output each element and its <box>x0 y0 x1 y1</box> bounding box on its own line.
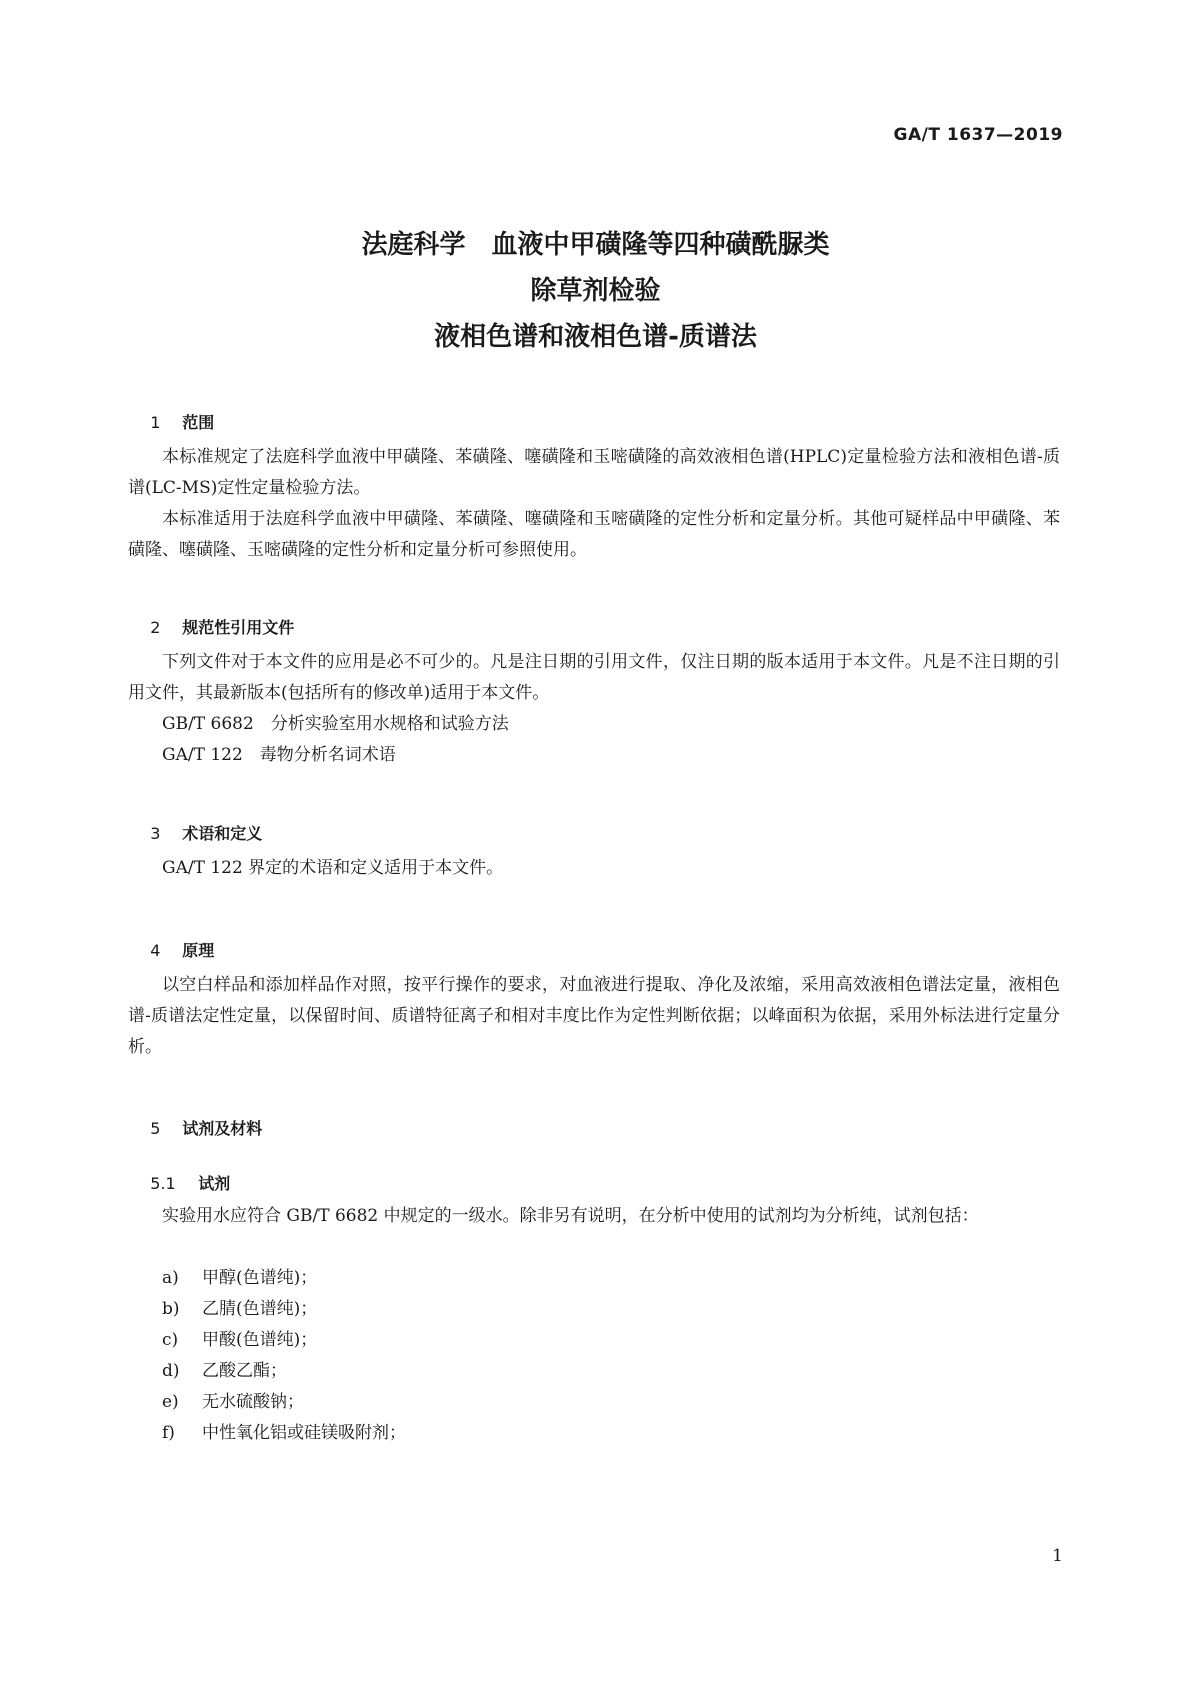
reagent-list <box>162 1263 406 1449</box>
section-title: 试剂及材料 <box>182 1119 263 1138</box>
normative-reference <box>162 740 396 771</box>
section-2-paragraph-1: 下列文件对于本文件的应用是必不可少的。凡是注日期的引用文件，仅注日期的版本适用于本文件。凡是不注日期的引用文件，其最新版本(包括所有的修改单)适用于本文件。 <box>128 652 1060 703</box>
section-3-paragraph-1: GA/T 122 界定的术语和定义适用于本文件。 <box>162 858 504 878</box>
reference-title: 分析实验室用水规格和试验方法 <box>270 714 509 734</box>
section-title: 原理 <box>182 941 215 960</box>
list-text: 中性氧化铝或硅镁吸附剂； <box>202 1423 406 1443</box>
section-1-paragraph-2: 本标准适用于法庭科学血液中甲磺隆、苯磺隆、噻磺隆和玉嘧磺隆的定性分析和定量分析。其他可疑样品中甲磺隆、苯磺隆、噻磺隆、玉嘧磺隆的定性分析和定量分析可参照使用。 <box>128 509 1060 560</box>
section-number: 5 <box>150 1119 161 1138</box>
section-number: 2 <box>150 618 161 637</box>
list-marker: d) <box>162 1361 180 1381</box>
section-title: 试剂 <box>198 1174 231 1193</box>
reference-title: 毒物分析名词术语 <box>259 745 396 765</box>
list-item <box>162 1263 406 1294</box>
page-number: 1 <box>1052 1546 1063 1566</box>
list-item <box>162 1387 406 1418</box>
reference-code: GA/T 122 <box>162 745 243 765</box>
list-item <box>162 1325 406 1356</box>
title-line-2: 除草剂检验 <box>530 276 661 306</box>
title-line-1: 法庭科学 血液中甲磺隆等四种磺酰脲类 <box>361 230 830 260</box>
section-title: 术语和定义 <box>182 824 263 843</box>
section-number: 1 <box>150 413 161 432</box>
section-title: 规范性引用文件 <box>182 618 295 637</box>
list-item <box>162 1418 406 1449</box>
list-marker: b) <box>162 1299 180 1319</box>
list-text: 甲醇(色谱纯)； <box>202 1268 318 1288</box>
title-line-3: 液相色谱和液相色谱-质谱法 <box>434 322 757 352</box>
standard-code: GA/T 1637—2019 <box>893 125 1063 145</box>
list-text: 乙酸乙酯； <box>202 1361 287 1381</box>
normative-reference <box>162 709 509 740</box>
list-item <box>162 1294 406 1325</box>
section-number: 3 <box>150 824 161 843</box>
list-marker: e) <box>162 1392 179 1412</box>
list-marker: c) <box>162 1330 179 1350</box>
section-5-1-paragraph-1: 实验用水应符合 GB/T 6682 中规定的一级水。除非另有说明，在分析中使用的试剂均为分析纯，试剂包括： <box>162 1206 979 1226</box>
section-number: 4 <box>150 941 161 960</box>
list-text: 甲酸(色谱纯)； <box>202 1330 318 1350</box>
section-1-paragraph-1: 本标准规定了法庭科学血液中甲磺隆、苯磺隆、噻磺隆和玉嘧磺隆的高效液相色谱(HPLC)定量检验方法和液相色谱-质谱(LC-MS)定性定量检验方法。 <box>128 447 1060 498</box>
document-title <box>0 222 1191 360</box>
list-text: 乙腈(色谱纯)； <box>202 1299 318 1319</box>
section-number: 5.1 <box>150 1174 176 1193</box>
list-marker: f) <box>162 1423 175 1443</box>
section-title: 范围 <box>182 413 215 432</box>
list-item <box>162 1356 406 1387</box>
reference-code: GB/T 6682 <box>162 714 254 734</box>
section-4-paragraph-1: 以空白样品和添加样品作对照，按平行操作的要求，对血液进行提取、净化及浓缩，采用高效液相色谱法定量，液相色谱-质谱法定性定量，以保留时间、质谱特征离子和相对丰度比作为定性判断依据；以峰面积为依据，采用外标法进行定量分析。 <box>128 975 1060 1057</box>
list-text: 无水硫酸钠； <box>202 1392 304 1412</box>
list-marker: a) <box>162 1268 179 1288</box>
